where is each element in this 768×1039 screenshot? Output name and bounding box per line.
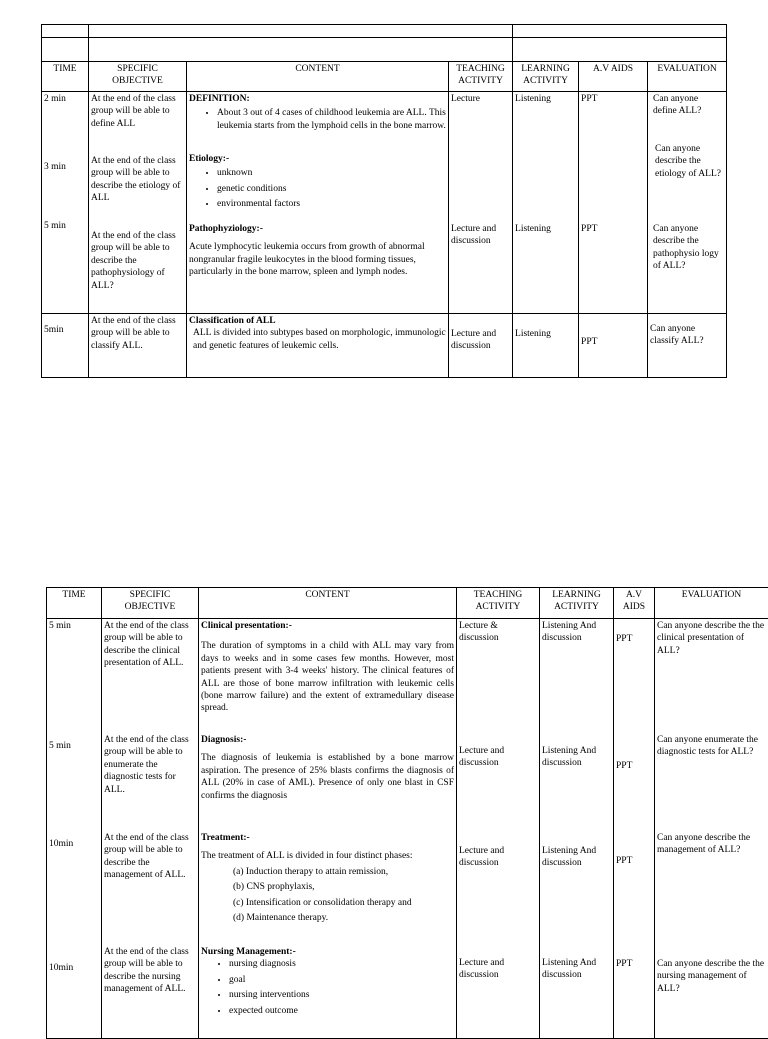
av-aids-cell: PPT PPT: [579, 92, 648, 314]
time-cell: 5min: [42, 314, 89, 378]
list-item: • expected outcome: [229, 1005, 454, 1017]
blank-cell: [89, 25, 513, 38]
paragraph: Acute lymphocytic leukemia occurs from growth of abnormal nongranular fragile leukocytes in the blood forming tissues, particularly in the bone marrow, spleen and lymph nodes.: [189, 241, 446, 278]
section-heading: Etiology:-: [189, 153, 446, 165]
lesson-plan-table-1: [41, 24, 727, 378]
table-row: [47, 619, 768, 1039]
section-heading: Pathophyziology:-: [189, 223, 446, 235]
bullet-list: [189, 107, 446, 132]
section-heading: Diagnosis:-: [201, 734, 454, 746]
paragraph: The diagnosis of leukemia is established by a bone marrow aspiration. The presence of 25% blasts confirms the diagnosis of ALL (20% in case of AML). Presence of only one blast in CSF confirms the diagnosis: [201, 752, 454, 802]
blank-cell: [513, 25, 727, 38]
blank-cell: [513, 38, 727, 62]
header-content: CONTENT: [187, 62, 449, 92]
list-item: • goal: [229, 974, 454, 986]
time-cell: 2 min 3 min 5 min: [42, 92, 89, 314]
teaching-cell: Lecture & discussion Lecture and discussion Lecture and discussion Lecture and discussion: [457, 619, 540, 1039]
header-learning: LEARNING ACTIVITY: [540, 588, 614, 619]
list-item: (a) Induction therapy to attain remission,: [233, 866, 454, 878]
list-item: • unknown: [217, 167, 446, 179]
section-heading: Clinical presentation:-: [201, 620, 454, 632]
header-teaching: TEACHING ACTIVITY: [449, 62, 513, 92]
list-item: (b) CNS prophylaxis,: [233, 881, 454, 893]
blank-cell: [89, 38, 513, 62]
section-heading: Classification of ALL: [189, 315, 446, 327]
header-av-aids: A.V AIDS: [579, 62, 648, 92]
paragraph: The duration of symptoms in a child with ALL may vary from days to weeks and in some cases few months. However, most patients present with 3-4 weeks' history. The clinical features of ALL are those of bone marrow infiltration with leukemic cells (bone marrow failure) and the extent of extramedullary disease spread.: [201, 640, 454, 714]
header-row: [47, 588, 768, 619]
learning-cell: Listening: [513, 314, 579, 378]
header-evaluation: EVALUATION: [648, 62, 727, 92]
list-item: • About 3 out of 4 cases of childhood leukemia are ALL. This leukemia starts from the lymphoid cells in the bone marrow.: [217, 107, 446, 132]
list-item: (c) Intensification or consolidation therapy and: [233, 897, 454, 909]
evaluation-cell: Can anyone describe the the clinical presentation of ALL? Can anyone enumerate the diagnostic tests for ALL? Can anyone describe the management of ALL? Can anyone describe the the nursing management of ALL?: [655, 619, 768, 1039]
objective-cell: At the end of the class group will be able to define ALL At the end of the class group will be able to describe the etiology of ALL At the end of the class group will be able to describe the pathophysiology of ALL?: [89, 92, 187, 314]
teaching-cell: Lecture Lecture and discussion: [449, 92, 513, 314]
content-cell: [187, 314, 449, 378]
section-heading: DEFINITION:: [189, 93, 446, 105]
lesson-plan-table-2: [46, 587, 768, 1039]
evaluation-cell: Can anyone define ALL? Can anyone describe the etiology of ALL? Can anyone describe the pathophysio logy of ALL?: [648, 92, 727, 314]
av-aids-cell: PPT: [579, 314, 648, 378]
content-cell: [187, 92, 449, 314]
header-evaluation: EVALUATION: [655, 588, 768, 619]
blank-cell: [42, 38, 89, 62]
header-teaching: TEACHING ACTIVITY: [457, 588, 540, 619]
blank-row: [42, 38, 727, 62]
section-heading: Nursing Management:-: [201, 946, 454, 958]
section-heading: Treatment:-: [201, 832, 454, 844]
header-time: TIME: [47, 588, 102, 619]
bullet-list: [201, 958, 454, 1017]
blank-row: [42, 25, 727, 38]
list-item: • environmental factors: [217, 198, 446, 210]
time-cell: 5 min 5 min 10min 10min: [47, 619, 102, 1039]
list-item: • nursing diagnosis: [229, 958, 454, 970]
bullet-list: [189, 167, 446, 210]
header-time: TIME: [42, 62, 89, 92]
paragraph: ALL is divided into subtypes based on morphologic, immunologic and genetic features of leukemic cells.: [189, 327, 446, 352]
header-learning: LEARNING ACTIVITY: [513, 62, 579, 92]
objective-cell: At the end of the class group will be able to describe the clinical presentation of ALL. At the end of the class group will be able to enumerate the diagnostic tests for ALL. At the end of the class group will be able to describe the management of ALL. At the end of the class group will be able to describe the nursing management of ALL.: [102, 619, 199, 1039]
phase-list: [201, 866, 454, 925]
objective-cell: At the end of the class group will be able to classify ALL.: [89, 314, 187, 378]
header-row: [42, 62, 727, 92]
learning-cell: Listening And discussion Listening And discussion Listening And discussion Listening And discussion: [540, 619, 614, 1039]
header-objective: SPECIFIC OBJECTIVE: [102, 588, 199, 619]
paragraph: The treatment of ALL is divided in four distinct phases:: [201, 850, 454, 862]
content-cell: [199, 619, 457, 1039]
table-row: [42, 314, 727, 378]
header-av-aids: A.V AIDS: [614, 588, 655, 619]
list-item: • nursing interventions: [229, 989, 454, 1001]
list-item: • genetic conditions: [217, 183, 446, 195]
learning-cell: Listening Listening: [513, 92, 579, 314]
teaching-cell: Lecture and discussion: [449, 314, 513, 378]
list-item: (d) Maintenance therapy.: [233, 912, 454, 924]
av-aids-cell: PPT PPT PPT PPT: [614, 619, 655, 1039]
header-objective: SPECIFIC OBJECTIVE: [89, 62, 187, 92]
table-row: [42, 92, 727, 314]
blank-cell: [42, 25, 89, 38]
header-content: CONTENT: [199, 588, 457, 619]
evaluation-cell: Can anyone classify ALL?: [648, 314, 727, 378]
